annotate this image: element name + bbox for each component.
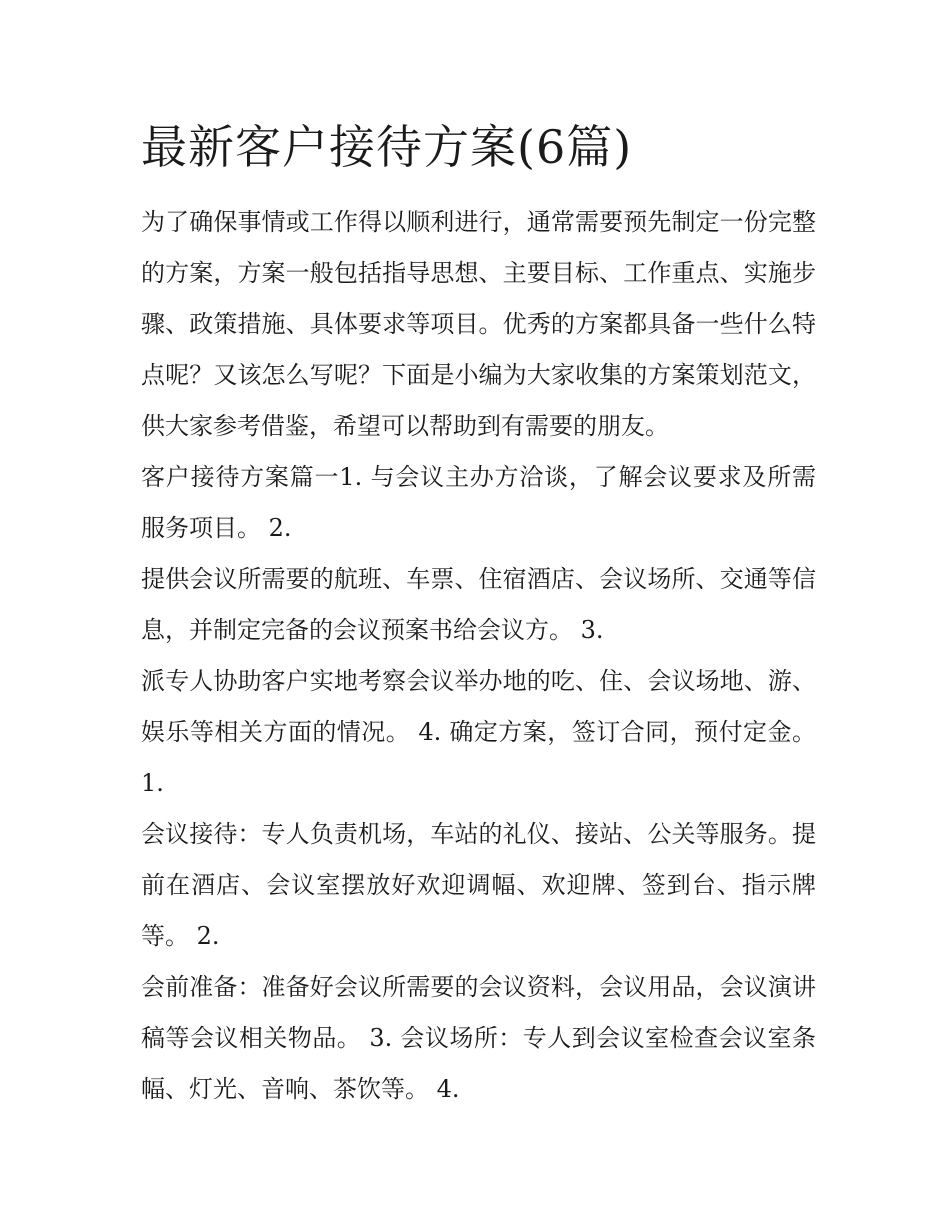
document-title: 最新客户接待方案(6篇) [141,120,633,174]
paragraph-3: 派专人协助客户实地考察会议举办地的吃、住、会议场地、游、娱乐等相关方面的情况。 4. 确定方案，签订合同，预付定金。 1. [141,667,816,797]
document-body [141,197,816,1115]
paragraph-1: 客户接待方案篇一1. 与会议主办方洽谈，了解会议要求及所需服务项目。 2. [141,463,816,542]
paragraph-2: 提供会议所需要的航班、车票、住宿酒店、会议场所、交通等信息，并制定完备的会议预案书给会议方。 3. [141,565,816,644]
paragraph-intro: 为了确保事情或工作得以顺利进行，通常需要预先制定一份完整的方案，方案一般包括指导思想、主要目标、工作重点、实施步骤、政策措施、具体要求等项目。优秀的方案都具备一些什么特点呢？又该怎么写呢？下面是小编为大家收集的方案策划范文，供大家参考借鉴，希望可以帮助到有需要的朋友。 [141,208,816,440]
paragraph-5: 会前准备：准备好会议所需要的会议资料，会议用品，会议演讲稿等会议相关物品。 3. 会议场所：专人到会议室检查会议室条幅、灯光、音响、茶饮等。 4. [141,973,816,1103]
paragraph-4: 会议接待：专人负责机场，车站的礼仪、接站、公关等服务。提前在酒店、会议室摆放好欢迎调幅、欢迎牌、签到台、指示牌等。 2. [141,820,816,950]
